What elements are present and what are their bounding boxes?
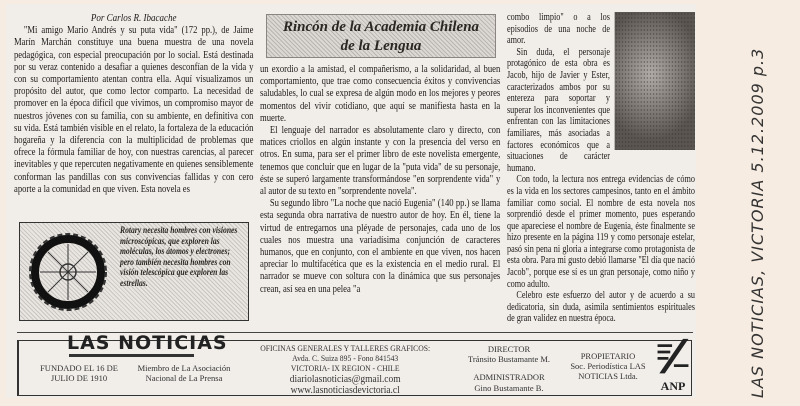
masthead-footer [17,332,692,396]
anp-text: ANP [660,379,686,393]
paragraph: Celebro este esfuerzo del autor y de acuerdo a su dedicatoria, sin duda, asimila sentimientos espirituales de gran validez en nuestra época. [507,290,695,325]
section-header-line: de la Lengua [340,38,422,54]
staff-block [457,344,561,393]
las-noticias-logo: LAS NOTICIAS [67,332,228,354]
rotary-wheel-icon [28,232,108,312]
paragraph: un exordio a la amistad, el compañerismo, a la solidaridad, al buen comportamiento, que trae como consecuencia éxitos y convivencias saludables, lo cual se expresa de algún modo en los mejores y peores momentos del vivir cotidiano, que aquí se manifiesta hasta en la muerte. [260,64,501,124]
offices-title: OFICINAS GENERALES Y TALLERES GRAFICOS: [260,343,431,353]
article-column-2 [260,64,500,296]
admin-label: ADMINISTRADOR [473,372,545,383]
paragraph: El lenguaje del narrador es absolutamente claro y directo, con matices criollos en algún instante y con la presencia del verso en otros. En suma, para ser el primer libro de este novelista emergente, tenemos que concluir que en lugar de la "puta vida" de su personaje, éste se superó largamente transformándose "en sorprendente vida" y al autor de su texto en "sorprendente novela". [260,125,501,198]
offices-block [239,343,451,396]
admin-name: Gino Bustamante B. [474,382,544,393]
anp-emblem-icon [654,337,692,377]
paragraph: Sin duda, el personaje protagónico de esta obra es Jacob, hijo de Javier y Ester, caracterizados ambos por su entereza para soportar y superar los inconvenientes que enfrentan con las limitaciones familiares, más asociadas a factores económicos que a situaciones de carácter humano. [507,46,610,174]
owner-name: Soc. Periodística LAS NOTICIAS Ltda. [570,361,646,382]
address: Avda. C. Suiza 895 - Fono 841543 [292,353,399,364]
paragraph: "Mi amigo Mario Andrés y su puta vida" (172 pp.), de Jaime Marín Marchán constituye una buena muestra de una novela pedagógica, con especial preocupación por lo social. Está destinada por su veraz contenido a desafiar a quienes desconfían de la vida y con su comportamiento atentan contra ella. Aquí visualizamos un propósito del autor, que como lector comparto. La necesidad de promover en la época difícil que vivimos, un compromiso mayor de nuestros jóvenes con su familia, con su ambiente, en definitiva con su vida. Está también visible en el relato, la fortaleza de la educación hogareña y la diferencia con la multiplicidad de problemas que ofrece la fórmula familiar de hoy, con nuestras carencias, al parecer inevitables y que repercuten negativamente en quienes sensiblemente conforman las pandillas con sus convivencias fallidas y con cero aporte a la comunidad en que viven. Esta novela es [14,25,254,195]
email-link[interactable]: diariolasnoticias@gmail.com [289,373,401,385]
article-column-3 [507,12,695,325]
section-header [266,14,496,58]
handwritten-note: LAS NOTICIAS, VICTORIA 5.12.2009 p.3 [748,47,767,398]
owner-label: PROPIETARIO [580,351,636,361]
article-column-1 [14,12,253,196]
region: VICTORIA- IX REGION - CHILE [290,363,400,374]
section-header-line: Rincón de la Academia Chilena [282,19,480,35]
logo-underline [69,354,194,357]
paragraph: Con todo, la lectura nos entrega evidencias de cómo es la vida en los sectores campesinos, tanto en el ámbito familiar como social. El nombre de esta novela nos sorprendió desde el primer momento, pues esperando que apareciese el nombre de Eugenia, éste finalmente se hizo presente en la página 119 y como personaje estelar, pasó sin pena ni gloria a integrarse como protagonista de esta obra. Para mi gusto debió llamarse "El día que nació Jacob", porque ese sí es un gran personaje, como niño y como adulto. [507,174,695,290]
owner-block [565,351,651,382]
member-text: Miembro de La Asociación Nacional de La Prensa [137,363,231,384]
website-link[interactable]: www.lasnoticiasdevictoria.cl [290,384,400,396]
author-photo [615,12,695,150]
director-label: DIRECTOR [487,344,531,354]
anp-logo [654,337,692,393]
paragraph: combo limpio" o a los episodios de una noche de amor. [507,12,610,47]
rotary-quote: Rotary necesita hombres con visiones microscópicas, que exploren las moléculas, los átomos y electrones; pero también necesita hombres con visión telescópica que exploren las estrellas. [120,226,238,289]
byline: Por Carlos R. Ibacache [90,12,177,24]
paragraph: Su segundo libro "La noche que nació Eugenia" (140 pp.) se llama esta segunda obra narrativa de nuestro autor de hoy. En él, tiene la virtud de entregarnos una pléyade de personajes, cada uno de los cuales nos muestra una variadísima conjunción de caracteres humanos, que en conjunto, con el ambiente en que viven, nos hacen apreciar lo multifacética que es la existencia en el medio rural. El narrador se mueve con soltura con la dinámica que sus personajes crean, así sea en una pelea "a [260,198,501,295]
rotary-ad [19,222,249,321]
founded-text: FUNDADO EL 16 DE JULIO DE 1910 [40,363,118,384]
director-name: Tránsito Bustamante M. [467,354,551,365]
